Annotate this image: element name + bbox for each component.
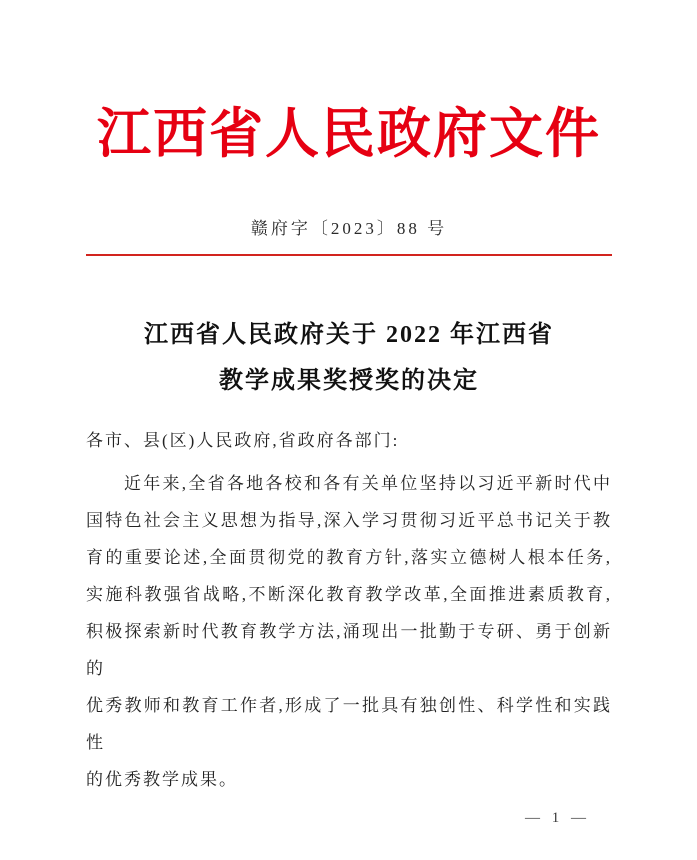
body-line: 育的重要论述,全面贯彻党的教育方针,落实立德树人根本任务, [86, 548, 612, 567]
document-number: 赣府字〔2023〕88 号 [250, 219, 448, 238]
salutation: 各市、县(区)人民政府,省政府各部门: [86, 431, 400, 450]
letterhead-title: 江西省人民政府文件 [97, 104, 601, 164]
body-line: 积极探索新时代教育教学方法,涌现出一批勤于专研、勇于创新的 [86, 622, 612, 678]
page-number: — 1 — [525, 810, 590, 826]
document-title-line-2: 教学成果奖授奖的决定 [219, 368, 479, 394]
body-line: 近年来,全省各地各校和各有关单位坚持以习近平新时代中 [124, 474, 612, 493]
body-line: 国特色社会主义思想为指导,深入学习贯彻习近平总书记关于教 [86, 511, 612, 530]
document-content [0, 98, 697, 827]
body-paragraph [86, 465, 612, 798]
body-line: 优秀教师和教育工作者,形成了一批具有独创性、科学性和实践性 [86, 696, 612, 752]
document-title-line-1: 江西省人民政府关于 2022 年江西省 [144, 322, 554, 348]
document-title [86, 312, 612, 404]
body-line: 的优秀教学成果。 [86, 770, 238, 789]
body-line: 实施科教强省战略,不断深化教育教学改革,全面推进素质教育, [86, 585, 612, 604]
red-divider-line [86, 254, 612, 256]
